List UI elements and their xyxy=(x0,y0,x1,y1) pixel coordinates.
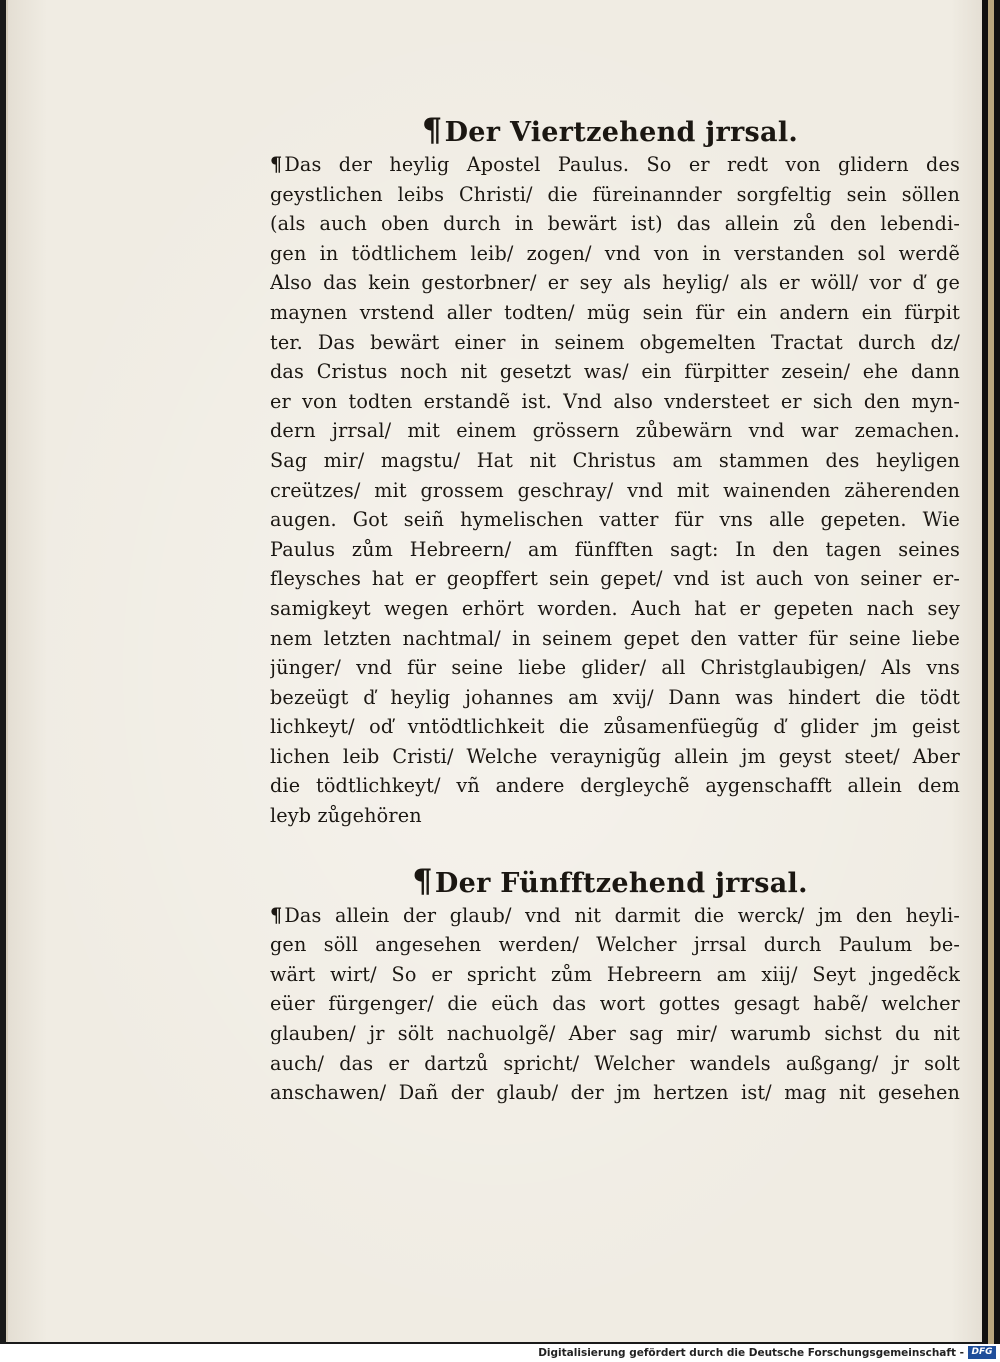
text-line: geystlichen leibs Christi/ die füreinannder sorgfeltig sein söllen xyxy=(270,182,960,206)
text-line: das Cristus noch nit gesetzt was/ ein fürpitter zesein/ ehe dann xyxy=(270,360,960,384)
text-line: (als auch oben durch in bewärt ist) das allein zů den lebendi- xyxy=(270,212,960,236)
pilcrow-icon: ¶ xyxy=(270,903,283,927)
text-line: Also das kein gestorbner/ er sey als heylig/ als er wöll/ vor ď ge xyxy=(270,271,960,295)
text-line: ¶ Das allein der glaub/ vnd nit darmit die werck/ jm den heyli- xyxy=(270,903,960,927)
text-line: ¶ Das der heylig Apostel Paulus. So er redt von glidern des xyxy=(270,153,960,176)
text-line: die tödtlichkeyt/ vñ andere dergleychẽ aygenschafft allein dem xyxy=(270,774,960,798)
text-line: jünger/ vnd für seine liebe glider/ all Christglaubigen/ Als vns xyxy=(270,656,960,680)
text-line: dern jrrsal/ mit einem grössern zůbewärn vnd war zemachen. xyxy=(270,419,960,443)
text-line: er von todten erstandẽ ist. Vnd also vndersteet er sich den myn- xyxy=(270,389,960,413)
text-block xyxy=(270,110,960,1108)
pilcrow-icon: ¶ xyxy=(270,153,283,176)
text-line: nem letzten nachtmal/ in seinem gepet den vatter für seine liebe xyxy=(270,626,960,650)
dfg-logo-icon[interactable]: DFG xyxy=(968,1346,996,1359)
pilcrow-icon: ¶ xyxy=(412,861,433,900)
text-line: glauben/ jr sölt nachuolgẽ/ Aber sag mir/ warumb sichst du nit xyxy=(270,1022,960,1046)
page-edge-strip xyxy=(988,0,994,1344)
text-line: Sag mir/ magstu/ Hat nit Christus am stammen des heyligen xyxy=(270,448,960,472)
text-line: augen. Got seiñ hymelischen vatter für vns alle gepeten. Wie xyxy=(270,508,960,532)
text-line: fleysches hat er geopffert sein gepet/ vnd ist auch von seiner er- xyxy=(270,567,960,591)
footer-bar xyxy=(0,1344,1000,1362)
section-14-paragraph xyxy=(270,150,960,831)
section-15-paragraph xyxy=(270,901,960,1108)
text-line: gen söll angesehen werden/ Welcher jrrsal durch Paulum be- xyxy=(270,933,960,957)
text-line: wärt wirt/ So er spricht zům Hebreern am xiij/ Seyt jngedẽck xyxy=(270,962,960,986)
section-heading-15 xyxy=(260,861,960,901)
pilcrow-icon: ¶ xyxy=(421,111,443,149)
text-line: anschawen/ Dañ der glaub/ der jm hertzen ist/ mag nit gesehen xyxy=(270,1081,960,1105)
text-line: samigkeyt wegen erhört worden. Auch hat er gepeten nach sey xyxy=(270,596,960,620)
section-gap xyxy=(270,831,960,861)
text-line: creützes/ mit grossem geschray/ vnd mit wainenden zäherenden xyxy=(270,478,960,502)
text-line: maynen vrstend aller todten/ müg sein für ein andern ein fürpit xyxy=(270,300,960,324)
text-line: leyb zůgehören xyxy=(270,804,422,828)
text-line: ter. Das bewärt einer in seinem obgemelten Tractat durch dz/ xyxy=(270,330,960,354)
text-line: lichen leib Cristi/ Welche veraynigũg allein jm geyst steet/ Aber xyxy=(270,744,960,768)
text-line: Paulus zům Hebreern/ am fünfften sagt: In den tagen seines xyxy=(270,537,960,561)
text-line: auch/ das er dartzů spricht/ Welcher wandels außgang/ jr solt xyxy=(270,1051,960,1075)
heading-text: Der Viertzehend jrrsal. xyxy=(444,117,799,148)
section-heading-14 xyxy=(260,110,960,150)
text-line: eüer fürgenger/ die eüch das wort gottes gesagt habẽ/ welcher xyxy=(270,992,960,1016)
text-line: lichkeyt/ oď vntödtlichkeit die zůsamenfüegũg ď glider jm geist xyxy=(270,715,960,739)
text-line: gen in tödtlichem leib/ zogen/ vnd von in verstanden sol werdẽ xyxy=(270,241,960,265)
text-line: bezeügt ď heylig johannes am xvij/ Dann was hindert die tödt xyxy=(270,685,960,709)
funding-credit: Digitalisierung gefördert durch die Deutsche Forschungsgemeinschaft - xyxy=(538,1347,964,1359)
paper-sheet xyxy=(6,0,990,1342)
heading-text: Der Fünfftzehend jrrsal. xyxy=(434,867,808,899)
